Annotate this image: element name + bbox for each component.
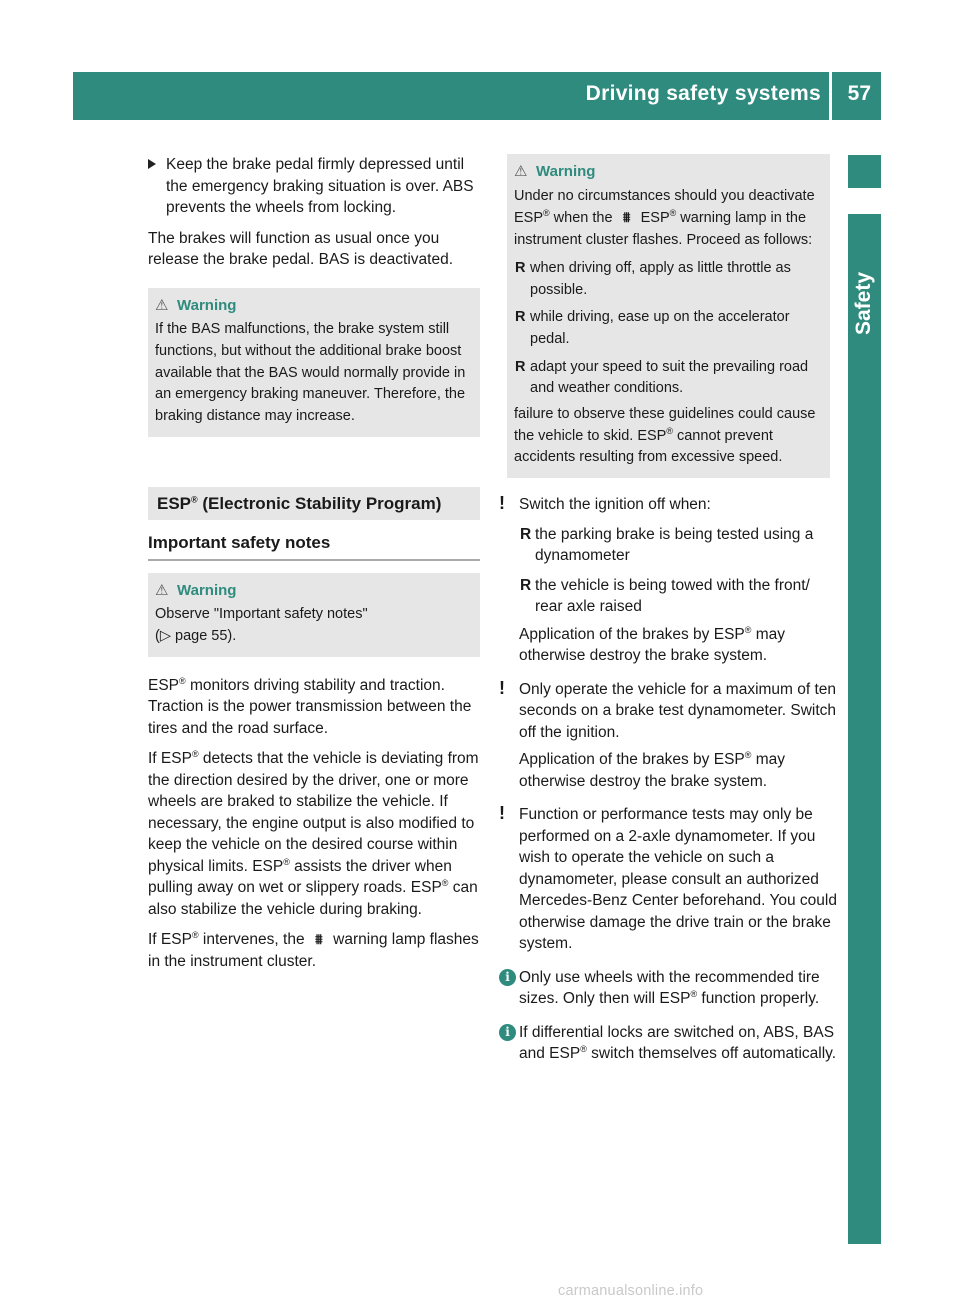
esp-lamp-icon: ⩩	[622, 209, 631, 226]
warning-triangle-icon: ⚠	[514, 163, 528, 180]
warning-box	[507, 154, 830, 478]
warning-title: Warning	[536, 163, 596, 180]
watermark: carmanualsonline.info	[558, 1283, 704, 1299]
paragraph: The brakes will function as usual once you release the brake pedal. BAS is deactivated.	[148, 229, 454, 268]
caution-mark-icon: !	[499, 677, 505, 698]
side-marker	[848, 155, 881, 188]
info-block: i If differential locks are switched on, ABS, BAS and ESP® switch themselves off automatically.	[509, 1022, 841, 1065]
subsection-heading: Important safety notes	[148, 532, 480, 561]
info-icon: i	[499, 1024, 516, 1041]
step-text: Keep the brake pedal firmly depressed until the emergency braking situation is over. ABS prevents the wheels from locking.	[166, 156, 474, 216]
section-title: Driving safety systems	[585, 82, 821, 105]
note-block: ! Function or performance tests may only be performed on a 2-axle dynamometer. If you wish to operate the vehicle on such a dynamometer, please consult an authorized Mercedes-Benz Center beforehand. You could otherwise damage the drive train or the brake system.	[499, 803, 837, 953]
warning-title: Warning	[177, 581, 237, 599]
paragraph: If ESP® detects that the vehicle is deviating from the direction desired by the driver, one or more wheels are braked to stabilize the vehicle. If necessary, the engine output is also modified to keep the vehicle on the desired course within physical limits. ESP® assists the driver when pulling away on wet or slippery roads. ESP® can also stabilize the vehicle during braking.	[148, 749, 479, 918]
warning-box	[148, 573, 480, 657]
side-tab-label: Safety	[852, 271, 875, 335]
warning-text: failure to observe these guidelines could cause the vehicle to skid. ESP® cannot prevent accidents resulting from excessive speed.	[514, 406, 816, 466]
page-number: 57	[847, 82, 871, 105]
warning-triangle-icon: ⚠	[155, 581, 169, 599]
info-block: i Only use wheels with the recommended tire sizes. Only then will ESP® function properly.	[509, 967, 841, 1010]
list-item: R when driving off, apply as little throttle as possible.	[515, 259, 791, 298]
step-arrow-icon	[148, 159, 156, 169]
list-item: R the parking brake is being tested using a dynamometer	[520, 525, 814, 565]
warning-box	[148, 288, 480, 437]
header-separator	[829, 72, 832, 120]
list-item: R adapt your speed to suit the prevailing road and weather conditions.	[515, 358, 809, 397]
warning-text: Observe "Important safety notes"	[155, 606, 368, 623]
warning-text: Under no circumstances should you deactivate ESP® when the ⩩ ESP® warning lamp in the instrument cluster flashes. Proceed as follows:	[514, 187, 815, 249]
instruction-step	[148, 154, 480, 219]
caution-mark-icon: !	[499, 803, 505, 824]
list-item: R the vehicle is being towed with the front/ rear axle raised	[520, 576, 810, 616]
warning-triangle-icon: ⚠	[155, 296, 169, 314]
paragraph: If ESP® intervenes, the ⩩ warning lamp flashes in the instrument cluster.	[148, 930, 479, 970]
paragraph: ESP® monitors driving stability and traction. Traction is the power transmission between the tires and the road surface.	[148, 675, 472, 737]
page-header-bar	[73, 72, 881, 120]
caution-mark-icon: !	[499, 493, 505, 514]
note-block: ! Switch the ignition off when: R the parking brake is being tested using a dynamometer R the vehicle is being towed with the front/ rear axle raised Application of the brakes by ESP® may otherwise destroy the brake system.	[509, 494, 841, 667]
warning-text: If the BAS malfunctions, the brake system still functions, but without the additional brake boost available that the BAS would normally provide in an emergency braking maneuver. Therefore, the braking distance may increase.	[155, 321, 466, 425]
left-column	[148, 154, 480, 981]
right-column	[499, 154, 841, 1071]
info-icon: i	[499, 969, 516, 986]
page-reference[interactable]: (▷ page 55).	[155, 628, 237, 645]
note-block: ! Only operate the vehicle for a maximum of ten seconds on a brake test dynamometer. Switch off the ignition. Application of the brakes by ESP® may otherwise destroy the brake system.	[499, 677, 837, 790]
side-tab	[848, 214, 881, 1244]
warning-title: Warning	[177, 296, 237, 314]
esp-lamp-icon: ⩩	[315, 931, 323, 948]
section-heading: ESP® (Electronic Stability Program)	[148, 487, 480, 521]
list-item: R while driving, ease up on the accelerator pedal.	[515, 309, 790, 347]
